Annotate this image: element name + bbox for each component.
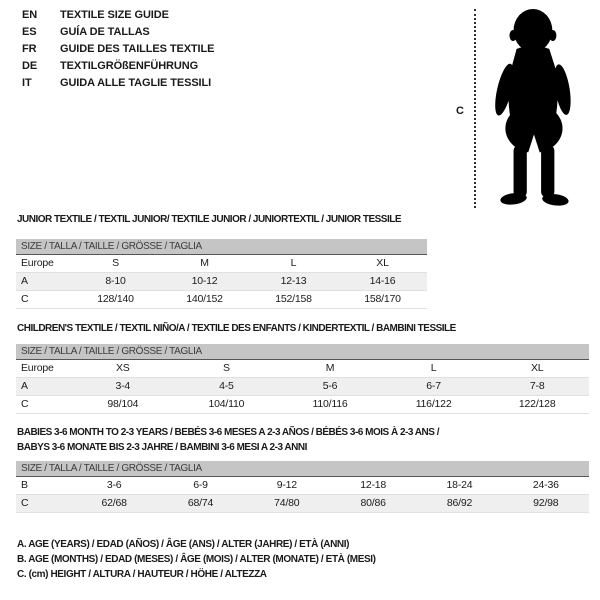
table-cell: 12-18 — [330, 477, 416, 495]
baby-silhouette-icon — [484, 8, 588, 208]
size-header-bar: SIZE / TALLA / TAILLE / GRÖSSE / TAGLIA — [16, 239, 427, 255]
row-label: A — [16, 273, 71, 291]
table-row — [16, 291, 427, 309]
language-title: TEXTILE SIZE GUIDE — [60, 9, 169, 21]
table-cell: 24-36 — [503, 477, 589, 495]
table-cell: 74/80 — [244, 495, 330, 513]
table-row — [16, 378, 589, 396]
table-cell: 92/98 — [503, 495, 589, 513]
language-title-list — [22, 7, 214, 92]
language-title: GUÍA DE TALLAS — [60, 26, 150, 38]
table-cell: 12-13 — [249, 273, 338, 291]
table-cell: 10-12 — [160, 273, 249, 291]
table-cell: 158/170 — [338, 291, 427, 309]
babies-table — [16, 477, 589, 513]
language-code: DE — [22, 60, 38, 72]
table-cell: 18-24 — [416, 477, 502, 495]
size-table-children — [16, 344, 589, 414]
language-row-en — [22, 7, 214, 24]
table-cell: S — [71, 255, 160, 273]
table-row — [16, 273, 427, 291]
table-cell: 3-6 — [71, 477, 157, 495]
language-row-es — [22, 24, 214, 41]
table-cell: 98/104 — [71, 396, 175, 414]
table-cell: 6-9 — [157, 477, 243, 495]
table-title-children: CHILDREN'S TEXTILE / TEXTIL NIÑO/A / TEXTILE DES ENFANTS / KINDERTEXTIL / BAMBINI TESSILE — [17, 323, 456, 334]
language-title: GUIDA ALLE TAGLIE TESSILI — [60, 77, 212, 89]
table-row — [16, 495, 589, 513]
table-cell: 5-6 — [278, 378, 382, 396]
table-cell: 122/128 — [485, 396, 589, 414]
row-label: C — [16, 396, 71, 414]
language-code: EN — [22, 9, 38, 21]
table-title-babies — [17, 426, 439, 455]
legend-line-b: B. AGE (MONTHS) / EDAD (MESES) / ÂGE (MOIS) / ALTER (MONATE) / ETÀ (MESI) — [17, 553, 376, 565]
language-code: IT — [22, 77, 32, 89]
language-code: ES — [22, 26, 37, 38]
language-code: FR — [22, 43, 37, 55]
table-row — [16, 360, 589, 378]
table-title-junior: JUNIOR TEXTILE / TEXTIL JUNIOR/ TEXTILE JUNIOR / JUNIORTEXTIL / JUNIOR TESSILE — [17, 214, 402, 225]
language-row-fr — [22, 41, 214, 58]
language-title: TEXTILGRÖßENFÜHRUNG — [60, 60, 199, 72]
row-label: C — [16, 495, 71, 513]
table-cell: L — [249, 255, 338, 273]
table-cell: 80/86 — [330, 495, 416, 513]
size-table-junior — [16, 239, 427, 309]
table-cell: 3-4 — [71, 378, 175, 396]
table-title-babies-line2: BABYS 3-6 MONATE BIS 2-3 JAHRE / BAMBINI 3-6 MESI A 2-3 ANNI — [17, 441, 307, 453]
row-label: Europe — [16, 255, 71, 273]
table-cell: 86/92 — [416, 495, 502, 513]
row-label: A — [16, 378, 71, 396]
language-title: GUIDE DES TAILLES TEXTILE — [60, 43, 215, 55]
table-cell: 8-10 — [71, 273, 160, 291]
table-cell: XS — [71, 360, 175, 378]
table-title-babies-line1: BABIES 3-6 MONTH TO 2-3 YEARS / BEBÉS 3-6 MESES A 2-3 AÑOS / BÉBÉS 3-6 MOIS À 2-3 ANS / — [17, 427, 439, 438]
table-cell: XL — [485, 360, 589, 378]
table-cell: S — [175, 360, 279, 378]
table-cell: 140/152 — [160, 291, 249, 309]
junior-table — [16, 255, 427, 309]
table-cell: 116/122 — [382, 396, 486, 414]
row-label: B — [16, 477, 71, 495]
table-cell: 6-7 — [382, 378, 486, 396]
table-row — [16, 477, 589, 495]
table-row — [16, 255, 427, 273]
table-cell: 14-16 — [338, 273, 427, 291]
table-cell: 4-5 — [175, 378, 279, 396]
table-cell: 110/116 — [278, 396, 382, 414]
table-cell: 7-8 — [485, 378, 589, 396]
size-header-bar: SIZE / TALLA / TAILLE / GRÖSSE / TAGLIA — [16, 344, 589, 360]
size-table-babies — [16, 461, 589, 513]
table-row — [16, 396, 589, 414]
table-cell: XL — [338, 255, 427, 273]
legend-line-c: C. (cm) HEIGHT / ALTURA / HAUTEUR / HÖHE / ALTEZZA — [17, 568, 267, 580]
table-cell: 152/158 — [249, 291, 338, 309]
table-cell: 9-12 — [244, 477, 330, 495]
table-cell: 68/74 — [157, 495, 243, 513]
height-measure-dotted-line — [474, 9, 476, 208]
language-row-de — [22, 58, 214, 75]
table-cell: L — [382, 360, 486, 378]
row-label: C — [16, 291, 71, 309]
children-table — [16, 360, 589, 414]
measure-legend — [17, 538, 376, 582]
legend-line-a: A. AGE (YEARS) / EDAD (AÑOS) / ÂGE (ANS) / ALTER (JAHRE) / ETÀ (ANNI) — [17, 539, 350, 550]
table-cell: 104/110 — [175, 396, 279, 414]
table-cell: 128/140 — [71, 291, 160, 309]
size-header-bar: SIZE / TALLA / TAILLE / GRÖSSE / TAGLIA — [16, 461, 589, 477]
table-cell: 62/68 — [71, 495, 157, 513]
height-measure-label: C — [456, 105, 464, 117]
table-cell: M — [278, 360, 382, 378]
row-label: Europe — [16, 360, 71, 378]
language-row-it — [22, 75, 214, 92]
table-cell: M — [160, 255, 249, 273]
